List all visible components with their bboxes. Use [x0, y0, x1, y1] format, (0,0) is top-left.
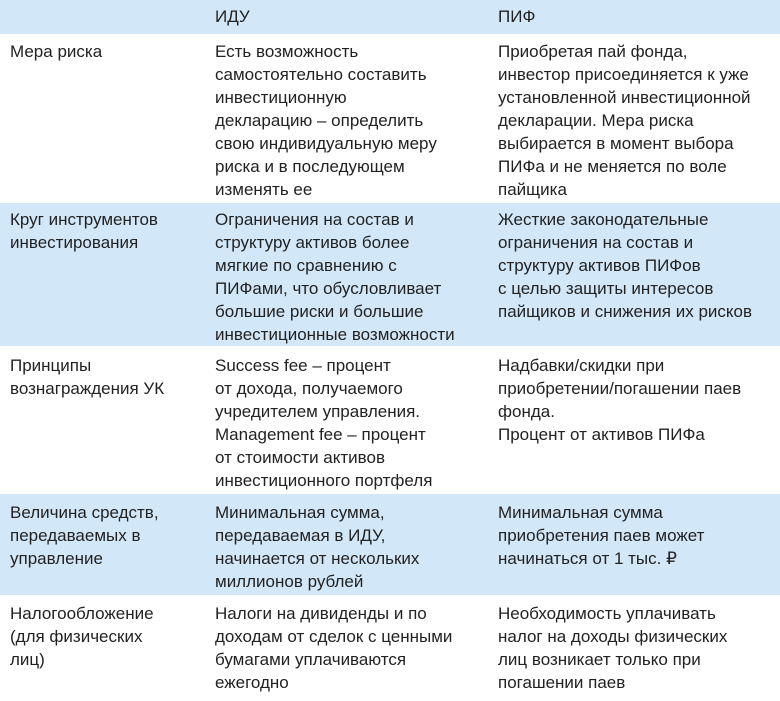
text-line: Ограничения на состав и	[215, 210, 414, 229]
table-row	[0, 595, 780, 701]
text-line: инвестиционную	[215, 88, 347, 107]
text-line: мягкие по сравнению с	[215, 256, 397, 275]
text-line: ПИФами, что обусловливает	[215, 279, 442, 298]
text-line: лиц)	[10, 650, 45, 669]
text-line: Принципы	[10, 356, 92, 375]
text-line: свою индивидуальную меру	[215, 134, 437, 153]
text-line: Необходимость уплачивать	[498, 604, 716, 623]
table-row	[0, 201, 780, 346]
text-line: пайщиков и снижения их рисков	[498, 302, 753, 321]
text-line: приобретения паев может	[498, 526, 705, 545]
pif-cell	[490, 34, 780, 201]
text-line: Минимальная сумма,	[215, 503, 385, 522]
header-cell-criterion	[0, 0, 203, 34]
table-row	[0, 346, 780, 492]
text-line: установленной инвестиционной	[498, 88, 751, 107]
text-line: Налогообложение	[10, 604, 154, 623]
text-line: от дохода, получаемого	[215, 379, 403, 398]
text-line: пайщика	[498, 180, 567, 199]
text-line: приобретении/погашении паев	[498, 379, 742, 398]
criterion-cell	[0, 34, 203, 201]
text-line: самостоятельно составить	[215, 65, 427, 84]
criterion-cell	[0, 492, 203, 595]
text-line: Круг инструментов	[10, 210, 158, 229]
text-line: Management fee – процент	[215, 425, 426, 444]
idu-cell	[203, 492, 490, 595]
text-line: структуру активов более	[215, 233, 410, 252]
text-line: начинаться от 1 тыс. ₽	[498, 549, 677, 568]
text-line: риска и в последующем	[215, 157, 405, 176]
text-line: начинается от нескольких	[215, 549, 420, 568]
pif-cell	[490, 201, 780, 346]
text-line: доходам от сделок с ценными	[215, 627, 453, 646]
text-line: декларации. Мера риска	[498, 111, 694, 130]
text-line: Величина средств,	[10, 503, 159, 522]
text-line: Минимальная сумма	[498, 503, 663, 522]
text-line: изменять ее	[215, 180, 313, 199]
text-line: фонда.	[498, 402, 555, 421]
criterion-cell	[0, 595, 203, 701]
text-line: Приобретая пай фонда,	[498, 42, 688, 61]
table-row	[0, 34, 780, 201]
text-line: погашении паев	[498, 673, 626, 692]
text-line: Процент от активов ПИФа	[498, 425, 705, 444]
pif-cell	[490, 346, 780, 492]
text-line: инвестирования	[10, 233, 139, 252]
criterion-cell	[0, 201, 203, 346]
text-line: Есть возможность	[215, 42, 359, 61]
text-line: лиц возникает только при	[498, 650, 701, 669]
text-line: вознаграждения УК	[10, 379, 165, 398]
text-line: структуру активов ПИФов	[498, 256, 701, 275]
text-line: (для физических	[10, 627, 143, 646]
text-line: Налоги на дивиденды и по	[215, 604, 427, 623]
text-line: с целью защиты интересов	[498, 279, 714, 298]
idu-cell	[203, 34, 490, 201]
text-line: передаваемая в ИДУ,	[215, 526, 386, 545]
header-cell-idu: ИДУ	[203, 0, 490, 34]
text-line: налог на доходы физических	[498, 627, 728, 646]
text-line: Жесткие законодательные	[498, 210, 709, 229]
text-line: Success fee – процент	[215, 356, 391, 375]
text-line: передаваемых в	[10, 526, 141, 545]
text-line: учредителем управления.	[215, 402, 421, 421]
text-line: ежегодно	[215, 673, 289, 692]
text-line: инвестиционного портфеля	[215, 471, 433, 490]
text-line: большие риски и большие	[215, 302, 424, 321]
text-line: ограничения на состав и	[498, 233, 694, 252]
text-line: миллионов рублей	[215, 572, 364, 591]
text-line: Надбавки/скидки при	[498, 356, 665, 375]
table-row	[0, 492, 780, 595]
idu-cell	[203, 201, 490, 346]
text-line: ПИФа и не меняется по воле	[498, 157, 727, 176]
text-line: управление	[10, 549, 103, 568]
text-line: от стоимости активов	[215, 448, 385, 467]
header-cell-pif: ПИФ	[490, 0, 780, 34]
criterion-cell	[0, 346, 203, 492]
table-header-row	[0, 0, 780, 34]
text-line: инвестиционные возможности	[215, 325, 455, 344]
text-line: выбирается в момент выбора	[498, 134, 734, 153]
idu-cell	[203, 595, 490, 701]
pif-cell	[490, 492, 780, 595]
pif-cell	[490, 595, 780, 701]
text-line: Мера риска	[10, 42, 103, 61]
text-line: инвестор присоединяется к уже	[498, 65, 749, 84]
idu-cell	[203, 346, 490, 492]
text-line: бумагами уплачиваются	[215, 650, 407, 669]
text-line: декларацию – определить	[215, 111, 424, 130]
